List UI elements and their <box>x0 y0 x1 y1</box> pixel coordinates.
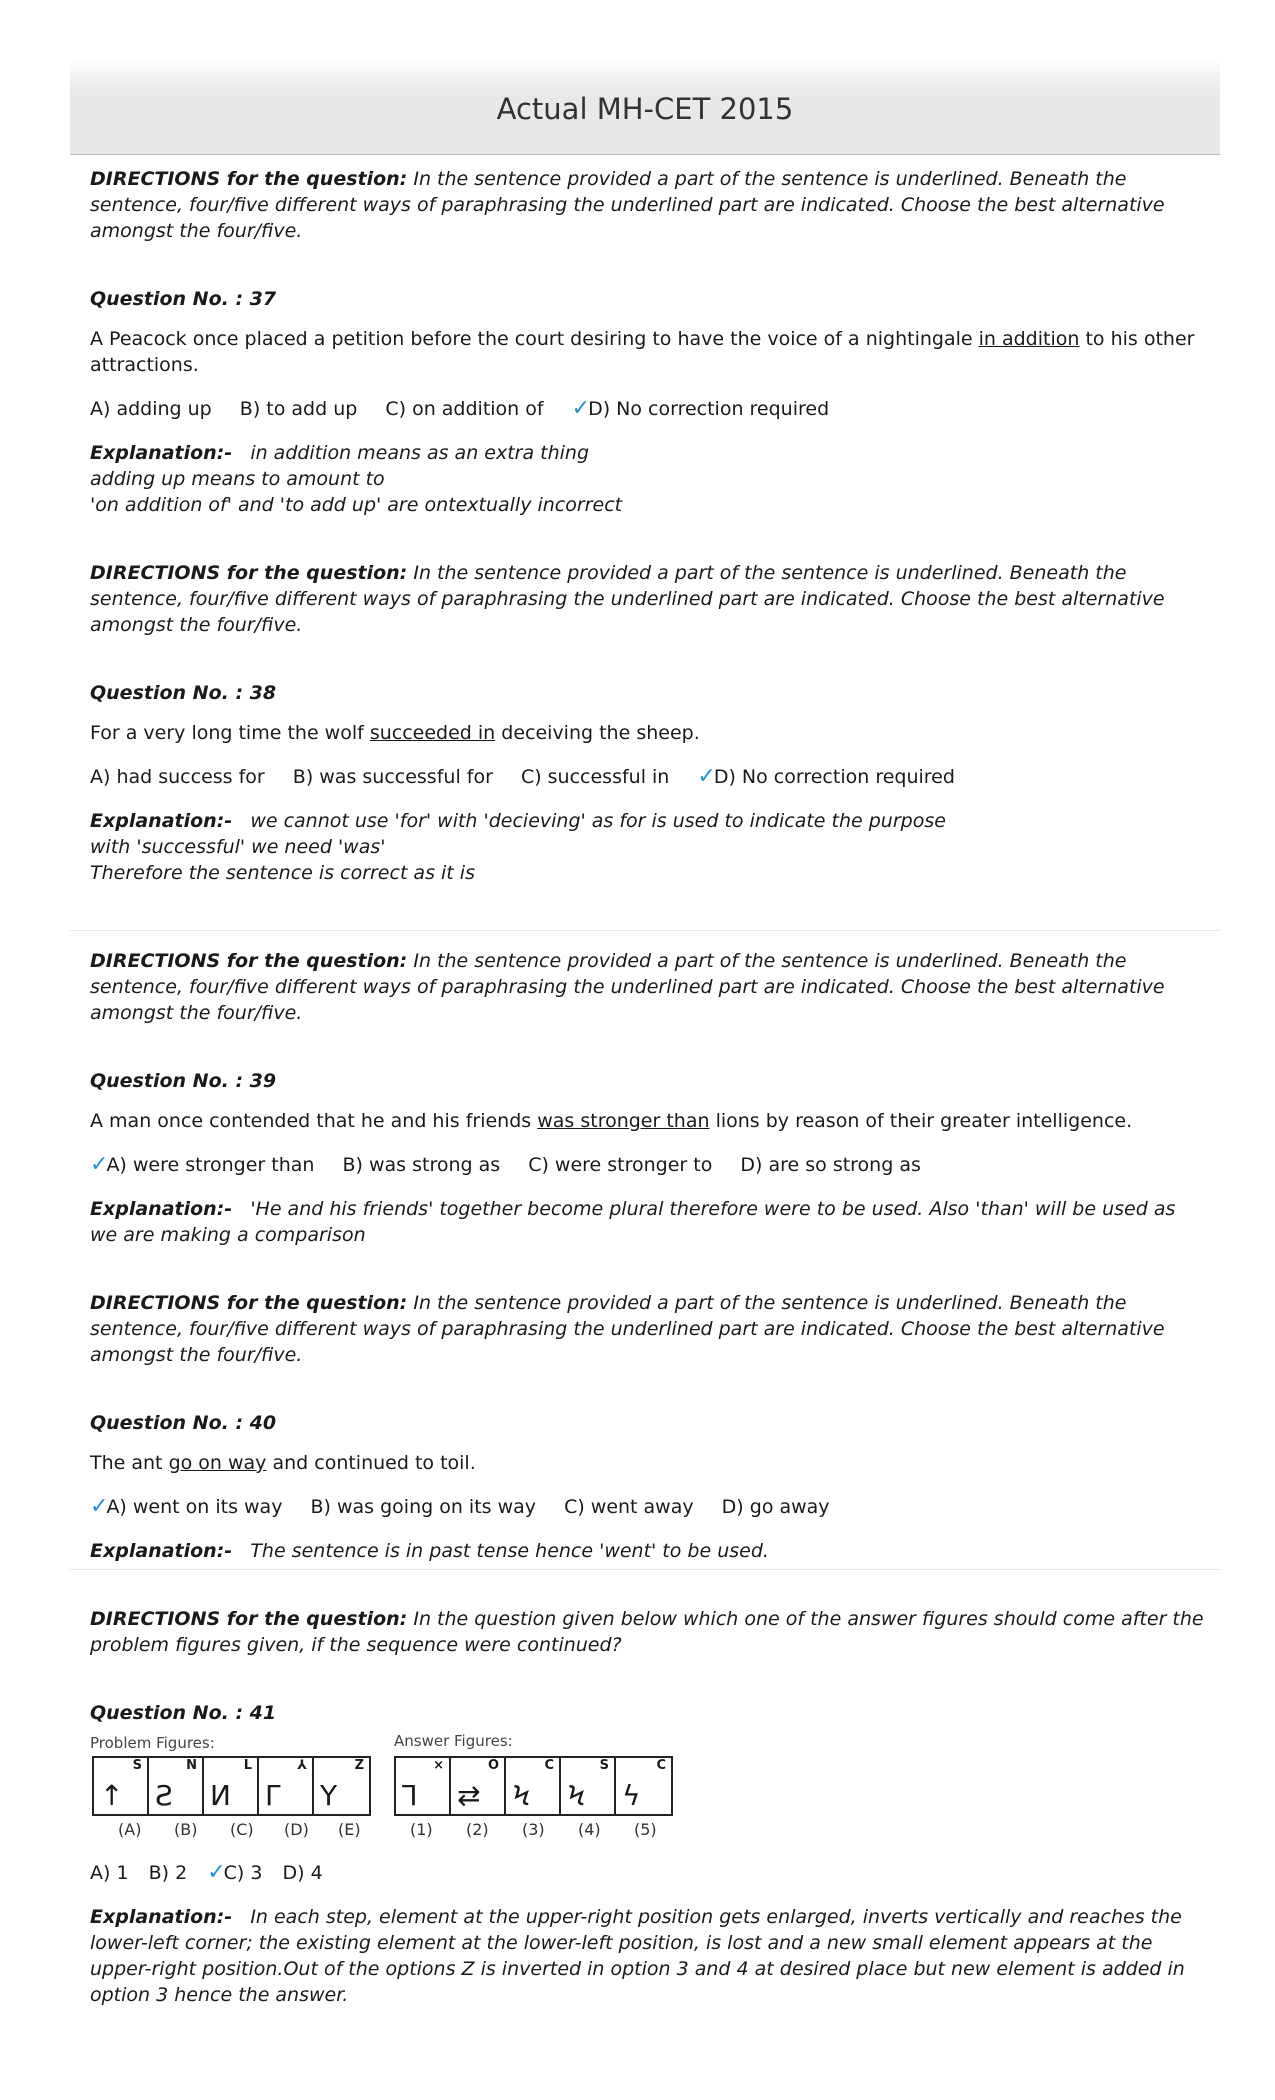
option-d[interactable]: D) are so strong as <box>740 1154 921 1176</box>
option-a-correct[interactable]: ✓A) went on its way <box>90 1494 283 1519</box>
answer-figure-2: O ⇄ <box>451 1758 506 1814</box>
question-37 <box>90 166 1205 518</box>
question-41 <box>90 1606 1205 2008</box>
option-d-correct[interactable]: ✓D) No correction required <box>697 764 955 789</box>
option-a[interactable]: A) adding up <box>90 398 212 420</box>
question-number: Question No. : 40 <box>90 1412 277 1434</box>
directions: DIRECTIONS for the question: In the sentence provided a part of the sentence is underlined. Beneath the sentence, four/five different ways of paraphrasing the underlined part are indicated. Choose the best alternative amongst the four/five. <box>90 168 1165 242</box>
answer-caption-1: (1) <box>410 1820 433 1839</box>
explanation: Explanation:- 'He and his friends' together become plural therefore were to be used. Also 'than' will be used as we are making a comparison <box>90 1198 1176 1246</box>
option-c[interactable]: C) were stronger to <box>528 1154 713 1176</box>
problem-figure-c: L И <box>204 1758 259 1814</box>
answer-caption-2: (2) <box>466 1820 489 1839</box>
question-stem: A man once contended that he and his friends was stronger than lions by reason of their greater intelligence. <box>90 1110 1133 1132</box>
explanation: Explanation:- The sentence is in past tense hence 'went' to be used. <box>90 1540 769 1562</box>
question-number: Question No. : 38 <box>90 682 277 704</box>
option-c-correct[interactable]: ✓C) 3 <box>207 1860 263 1885</box>
option-d[interactable]: D) 4 <box>282 1862 323 1884</box>
explanation: Explanation:- In each step, element at the upper-right position gets enlarged, inverts vertically and reaches the lower-left corner; the existing element at the lower-left position, is lost and a new small element appears at the upper-right position.Out of the options Z is inverted in option 3 and 4 at desired place but new element is added in option 3 hence the answer. <box>90 1906 1185 2006</box>
option-b[interactable]: B) was going on its way <box>310 1496 537 1518</box>
question-number: Question No. : 41 <box>90 1702 277 1724</box>
problem-figure-a: S ↑ <box>94 1758 149 1814</box>
question-stem: For a very long time the wolf succeeded in deceiving the sheep. <box>90 722 700 744</box>
check-icon: ✓ <box>697 764 716 789</box>
problem-caption-b: (B) <box>174 1820 198 1839</box>
directions: DIRECTIONS for the question: In the sentence provided a part of the sentence is underlined. Beneath the sentence, four/five different ways of paraphrasing the underlined part are indicated. Choose the best alternative amongst the four/five. <box>90 950 1165 1024</box>
content <box>90 166 1205 2008</box>
answer-figures-label: Answer Figures: <box>394 1732 513 1750</box>
problem-caption-e: (E) <box>338 1820 361 1839</box>
option-d-correct[interactable]: ✓D) No correction required <box>571 396 830 421</box>
problem-caption-c: (C) <box>230 1820 254 1839</box>
options <box>90 1494 1205 1520</box>
check-icon: ✓ <box>571 396 591 421</box>
option-a[interactable]: A) 1 <box>90 1862 129 1884</box>
check-icon: ✓ <box>207 1860 226 1885</box>
page-header <box>70 58 1220 155</box>
directions: DIRECTIONS for the question: In the question given below which one of the answer figures should come after the problem figures given, if the sequence were continued? <box>90 1608 1204 1656</box>
option-a-correct[interactable]: ✓A) were stronger than <box>90 1152 315 1177</box>
explanation: Explanation:- in addition means as an extra thing adding up means to amount to 'on addition of' and 'to add up' are ontextually incorrect <box>90 442 623 516</box>
directions: DIRECTIONS for the question: In the sentence provided a part of the sentence is underlined. Beneath the sentence, four/five different ways of paraphrasing the underlined part are indicated. Choose the best alternative amongst the four/five. <box>90 562 1165 636</box>
options <box>90 764 1205 790</box>
check-icon: ✓ <box>90 1152 109 1177</box>
option-a[interactable]: A) had success for <box>90 766 265 788</box>
answer-caption-5: (5) <box>634 1820 657 1839</box>
explanation: Explanation:- we cannot use 'for' with 'decieving' as for is used to indicate the purpose with 'successful' we need 'was' Therefore the sentence is correct as it is <box>90 810 946 884</box>
question-stem: The ant go on way and continued to toil. <box>90 1452 476 1474</box>
option-b[interactable]: B) 2 <box>148 1862 188 1884</box>
option-c[interactable]: C) went away <box>564 1496 694 1518</box>
question-38 <box>90 560 1205 886</box>
problem-figures <box>92 1756 371 1816</box>
page-title: Actual MH-CET 2015 <box>496 92 794 126</box>
question-40 <box>90 1290 1205 1564</box>
option-c[interactable]: C) on addition of <box>385 398 544 420</box>
figure-series <box>90 1734 690 1844</box>
answer-figure-4: S Ϟ <box>561 1758 616 1814</box>
answer-figures <box>394 1756 673 1816</box>
option-c[interactable]: C) successful in <box>520 766 670 788</box>
problem-caption-d: (D) <box>284 1820 309 1839</box>
option-b[interactable]: B) to add up <box>239 398 358 420</box>
option-d[interactable]: D) go away <box>721 1496 830 1518</box>
problem-caption-a: (A) <box>118 1820 142 1839</box>
check-icon: ✓ <box>90 1494 109 1519</box>
question-number: Question No. : 39 <box>90 1070 277 1092</box>
answer-caption-3: (3) <box>522 1820 545 1839</box>
options <box>90 1860 1205 1886</box>
directions: DIRECTIONS for the question: In the sentence provided a part of the sentence is underlined. Beneath the sentence, four/five different ways of paraphrasing the underlined part are indicated. Choose the best alternative amongst the four/five. <box>90 1292 1165 1366</box>
answer-caption-4: (4) <box>578 1820 601 1839</box>
answer-figure-5: C ϟ <box>622 1758 666 1812</box>
option-b[interactable]: B) was strong as <box>342 1154 501 1176</box>
problem-figures-label: Problem Figures: <box>90 1734 215 1752</box>
options <box>90 1152 1205 1178</box>
problem-figure-d: ⅄ Γ <box>259 1758 314 1814</box>
question-number: Question No. : 37 <box>90 288 277 310</box>
answer-figure-3: C Ϟ <box>506 1758 561 1814</box>
options <box>90 396 1205 422</box>
question-stem: A Peacock once placed a petition before the court desiring to have the voice of a nightingale in addition to his other attractions. <box>90 328 1195 376</box>
problem-figure-b: N Ƨ <box>149 1758 204 1814</box>
option-b[interactable]: B) was successful for <box>292 766 493 788</box>
question-39 <box>90 948 1205 1248</box>
problem-figure-e: Z Y <box>320 1758 364 1812</box>
answer-figure-1: × Ꞁ <box>396 1758 451 1814</box>
